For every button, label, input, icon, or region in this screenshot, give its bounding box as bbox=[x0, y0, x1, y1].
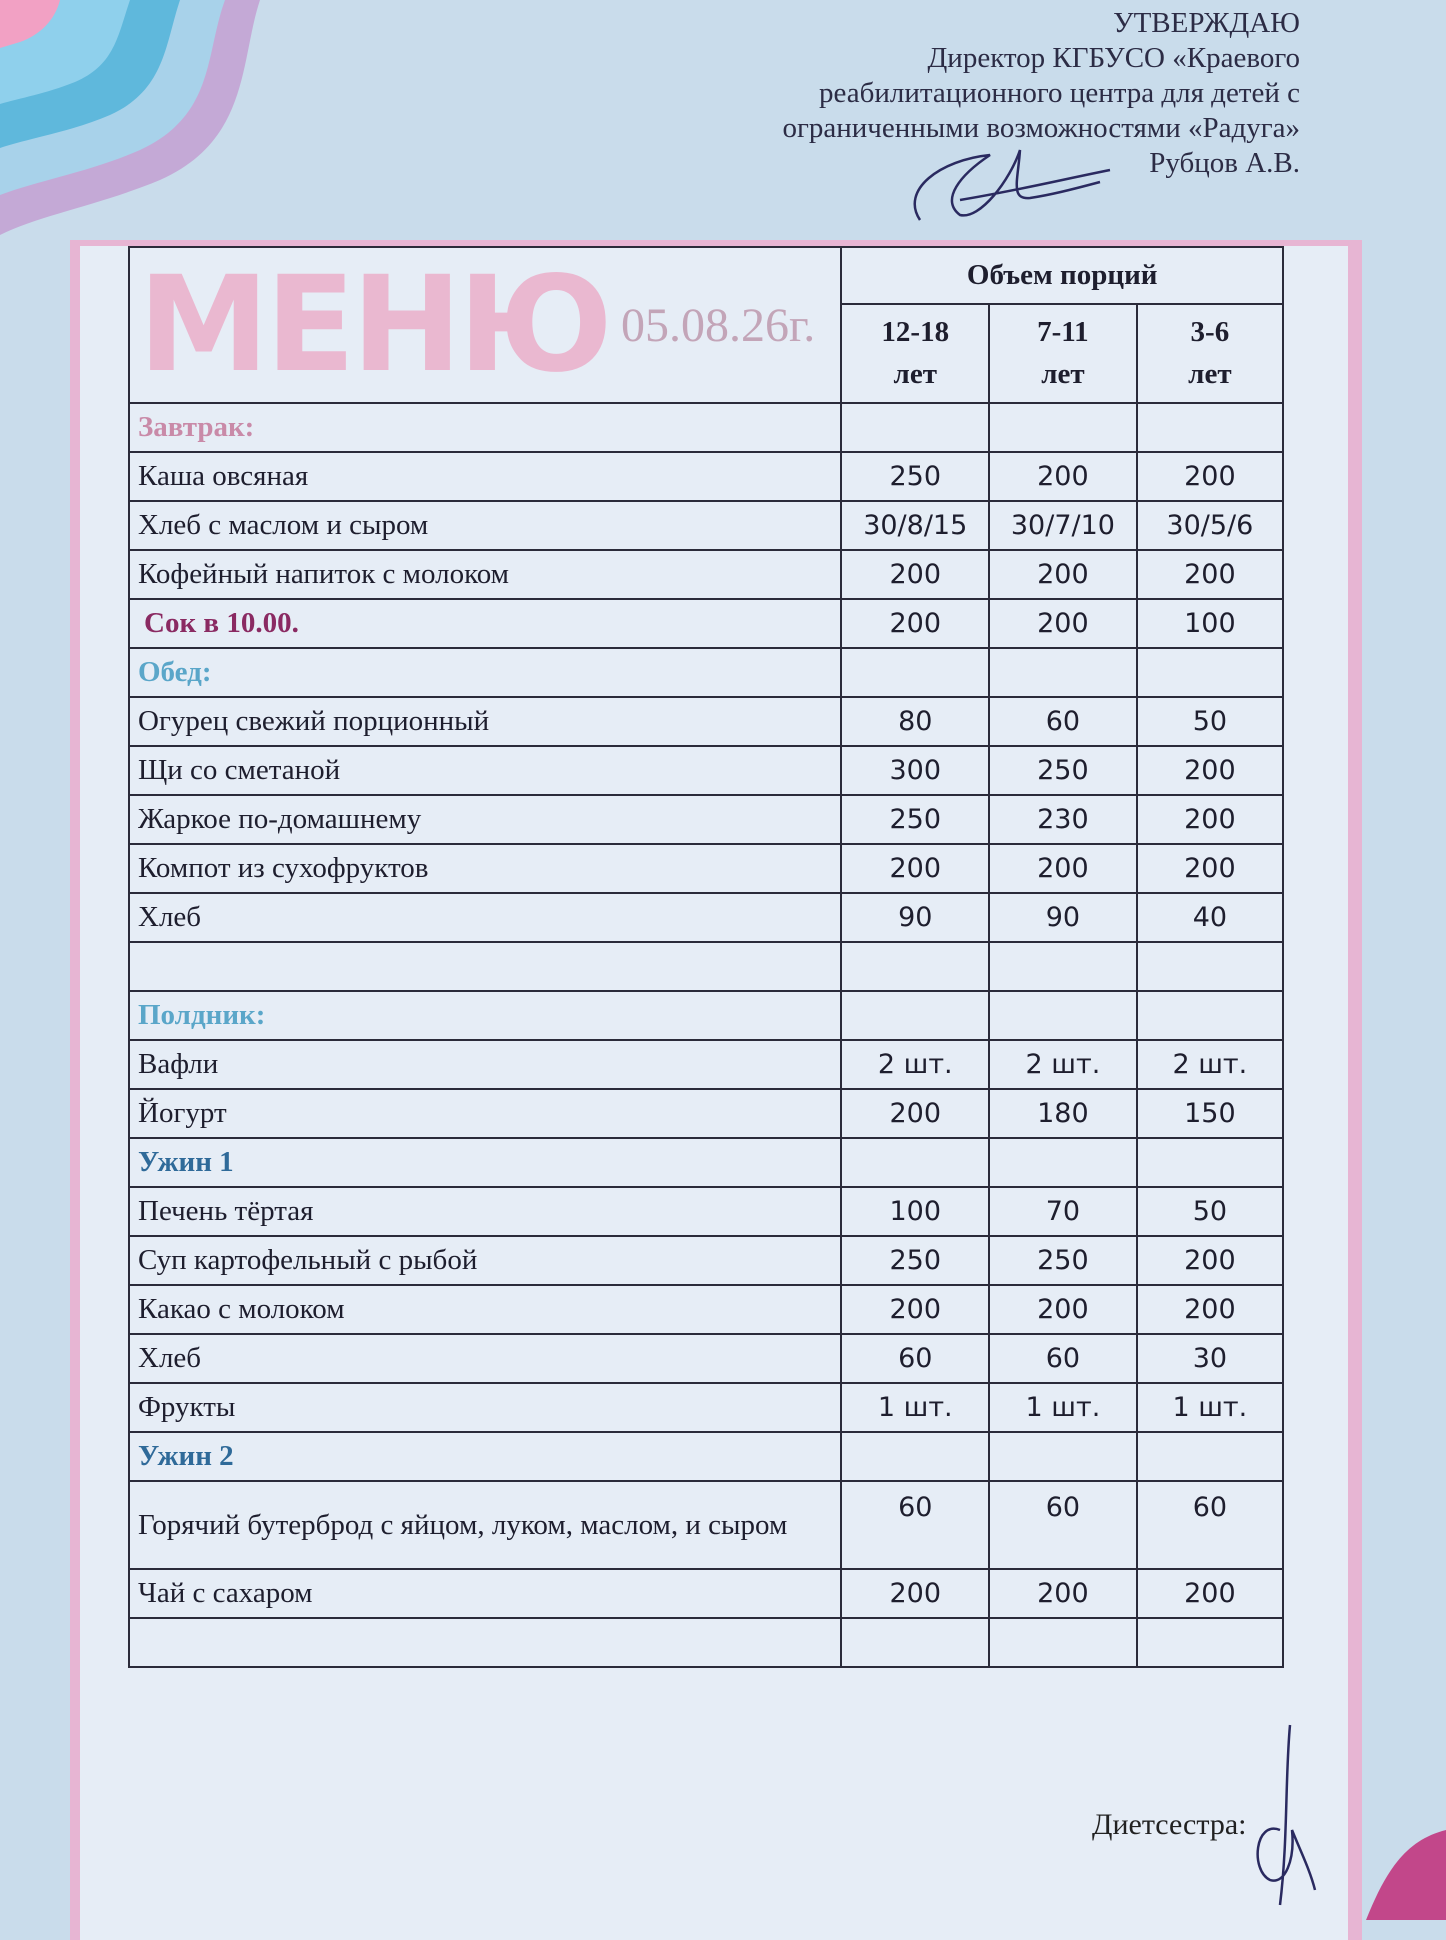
portion-header: Объем порций bbox=[841, 247, 1283, 304]
approval-name: Рубцов А.В. bbox=[1149, 147, 1300, 179]
section-row-dinner2 bbox=[129, 1432, 1283, 1481]
approval-title: УТВЕРЖДАЮ bbox=[1113, 7, 1300, 39]
approval-director: Директор КГБУСО «Краевого bbox=[927, 42, 1300, 74]
table-row: Компот из сухофруктов 200 200 200 bbox=[129, 844, 1283, 893]
table-row: Какао с молоком 200 200 200 bbox=[129, 1285, 1283, 1334]
table-row: Фрукты 1 шт. 1 шт. 1 шт. bbox=[129, 1383, 1283, 1432]
dietsister-label: Диетсестра: bbox=[1092, 1808, 1247, 1841]
table-row: Йогурт 200 180 150 bbox=[129, 1089, 1283, 1138]
table-row: Огурец свежий порционный 80 60 50 bbox=[129, 697, 1283, 746]
age-header-3-6: 3-6 лет bbox=[1137, 304, 1283, 403]
section-row-snack bbox=[129, 991, 1283, 1040]
table-row: Каша овсяная 250 200 200 bbox=[129, 452, 1283, 501]
empty-row bbox=[129, 1618, 1283, 1667]
section-dinner1: Ужин 1 bbox=[129, 1138, 841, 1187]
menu-word-stamp: МЕНЮ bbox=[138, 248, 609, 402]
menu-title-cell bbox=[129, 247, 841, 403]
section-row-lunch bbox=[129, 648, 1283, 697]
table-row: Чай с сахаром 200 200 200 bbox=[129, 1569, 1283, 1618]
section-snack: Полдник: bbox=[129, 991, 841, 1040]
table-row: Хлеб 90 90 40 bbox=[129, 893, 1283, 942]
table-row: Печень тёртая 100 70 50 bbox=[129, 1187, 1283, 1236]
table-row: Хлеб с маслом и сыром 30/8/15 30/7/10 30/5/6 bbox=[129, 501, 1283, 550]
decorative-corner bbox=[1366, 1830, 1446, 1920]
menu-table bbox=[128, 246, 1284, 1668]
table-row: Горячий бутерброд с яйцом, луком, маслом, и сыром 60 60 60 bbox=[129, 1481, 1283, 1569]
table-row: Суп картофельный с рыбой 250 250 200 bbox=[129, 1236, 1283, 1285]
table-row: Вафли 2 шт. 2 шт. 2 шт. bbox=[129, 1040, 1283, 1089]
director-signature bbox=[900, 120, 1120, 230]
dietsister-signature bbox=[1240, 1720, 1320, 1910]
age-header-12-18: 12-18 лет bbox=[841, 304, 989, 403]
age-header-7-11: 7-11 лет bbox=[989, 304, 1137, 403]
approval-org-1: реабилитационного центра для детей с bbox=[819, 77, 1300, 109]
section-row-dinner1 bbox=[129, 1138, 1283, 1187]
approval-org-2: ограниченными возможностями «Радуга» bbox=[782, 112, 1300, 144]
section-dinner2: Ужин 2 bbox=[129, 1432, 841, 1481]
table-row: Щи со сметаной 300 250 200 bbox=[129, 746, 1283, 795]
table-row: Жаркое по-домашнему 250 230 200 bbox=[129, 795, 1283, 844]
table-row: Сок в 10.00. 200 200 100 bbox=[129, 599, 1283, 648]
section-lunch: Обед: bbox=[129, 648, 841, 697]
empty-row bbox=[129, 942, 1283, 991]
section-breakfast: Завтрак: bbox=[129, 403, 841, 452]
table-row: Хлеб 60 60 30 bbox=[129, 1334, 1283, 1383]
section-row-breakfast bbox=[129, 403, 1283, 452]
table-row: Кофейный напиток с молоком 200 200 200 bbox=[129, 550, 1283, 599]
menu-date: 05.08.26г. bbox=[620, 298, 816, 352]
decorative-waves bbox=[0, 0, 320, 240]
